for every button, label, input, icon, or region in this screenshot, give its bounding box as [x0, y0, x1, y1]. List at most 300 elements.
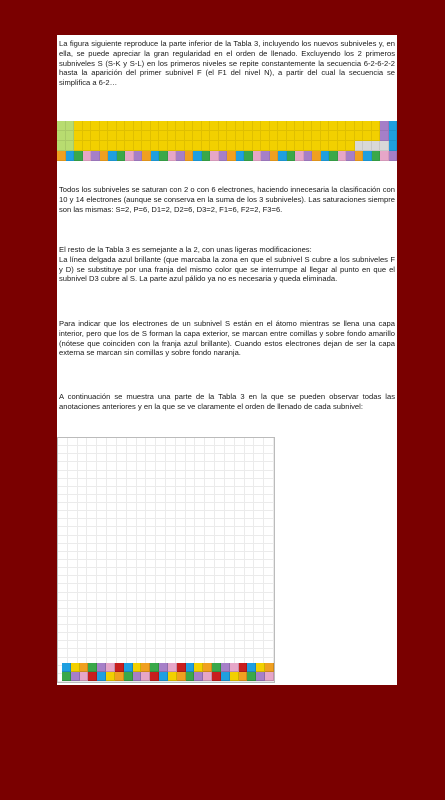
table-cell: [176, 552, 186, 560]
table-cell: [146, 593, 156, 601]
table-cell: [127, 625, 137, 633]
table-cell: [235, 625, 245, 633]
table-cell: [254, 641, 264, 649]
table-cell: [168, 141, 177, 151]
table-cell: [205, 438, 215, 446]
table-cell: [137, 519, 147, 527]
table-cell: [78, 560, 88, 568]
table-cell: [137, 446, 147, 454]
table-cell: [68, 552, 78, 560]
table-cell: [195, 527, 205, 535]
table-cell: [146, 576, 156, 584]
table-cell: [97, 663, 106, 672]
table-cell: [176, 121, 185, 131]
table-cell: [264, 601, 274, 609]
table-cell: [205, 527, 215, 535]
table-cell: [166, 625, 176, 633]
table-cell: [186, 471, 196, 479]
table-cell: [97, 511, 107, 519]
table-cell: [215, 576, 225, 584]
table-cell: [83, 151, 92, 161]
table-cell: [205, 649, 215, 657]
table-cell: [270, 151, 279, 161]
table-cell: [186, 663, 195, 672]
table-cell: [225, 495, 235, 503]
table-cell: [176, 495, 186, 503]
table-cell: [97, 536, 107, 544]
table-cell: [236, 121, 245, 131]
table-cell: [168, 663, 177, 672]
table-cell: [58, 519, 68, 527]
table-cell: [141, 663, 150, 672]
table-cell: [100, 141, 109, 151]
table-cell: [156, 641, 166, 649]
table-cell: [176, 141, 185, 151]
table-cell: [176, 649, 186, 657]
table-cell: [127, 511, 137, 519]
table-cell: [166, 544, 176, 552]
table-cell: [254, 446, 264, 454]
table-cell: [202, 151, 211, 161]
table-cell: [133, 672, 142, 681]
table-cell: [225, 519, 235, 527]
table-cell: [225, 438, 235, 446]
table-cell: [107, 511, 117, 519]
table-cell: [62, 672, 71, 681]
table-cell: [346, 141, 355, 151]
table-cell: [117, 576, 127, 584]
table-cell: [146, 487, 156, 495]
table-cell: [127, 527, 137, 535]
table-cell: [106, 672, 115, 681]
table-cell: [215, 487, 225, 495]
table-cell: [166, 519, 176, 527]
table-cell: [195, 584, 205, 592]
table-cell: [235, 641, 245, 649]
table-cell: [127, 560, 137, 568]
table-cell: [166, 649, 176, 657]
table-cell: [195, 625, 205, 633]
table-cell: [107, 601, 117, 609]
table-cell: [245, 536, 255, 544]
paragraph-4: Para indicar que los electrones de un subnivel S están en el átomo mientras se llena una capa interior, pero que los de S forman la capa exterior, se marcan entre comillas y sobre fondo amarillo (nótese que coinciden con la franja azul brillante). Cuando estos electrones dejan de ser la capa externa se marcan sin comillas y sobre fondo naranja.: [59, 319, 395, 358]
table-cell: [137, 495, 147, 503]
table-cell: [127, 544, 137, 552]
table-cell: [127, 609, 137, 617]
table-cell: [304, 121, 313, 131]
table-cell: [68, 479, 78, 487]
table-cell: [253, 121, 262, 131]
table-cell: [295, 151, 304, 161]
table-cell: [166, 495, 176, 503]
table-cell: [195, 519, 205, 527]
table-cell: [117, 601, 127, 609]
table-cell: [278, 131, 287, 141]
table-cell: [74, 141, 83, 151]
table-cell: [166, 536, 176, 544]
table-cell: [137, 544, 147, 552]
table-cell: [205, 462, 215, 470]
table-cell: [176, 584, 186, 592]
table-cell: [195, 503, 205, 511]
table-cell: [264, 471, 274, 479]
table-cell: [127, 454, 137, 462]
table-cell: [264, 609, 274, 617]
table-cell: [87, 625, 97, 633]
table-cell: [133, 663, 142, 672]
table-cell: [202, 121, 211, 131]
table-cell: [159, 672, 168, 681]
table-cell: [195, 471, 205, 479]
table-cell: [115, 672, 124, 681]
table-cell: [97, 471, 107, 479]
table-cell: [205, 495, 215, 503]
table-cell: [117, 633, 127, 641]
table-cell: [253, 151, 262, 161]
table-cell: [355, 121, 364, 131]
table-cell: [71, 663, 80, 672]
table-cell: [195, 536, 205, 544]
table-cell: [304, 141, 313, 151]
table-cell: [87, 511, 97, 519]
table-cell: [78, 633, 88, 641]
table-cell: [186, 519, 196, 527]
table-cell: [205, 625, 215, 633]
table-cell: [117, 495, 127, 503]
table-cell: [146, 471, 156, 479]
table-cell: [58, 584, 68, 592]
table-cell: [166, 471, 176, 479]
table-cell: [78, 576, 88, 584]
table-cell: [245, 633, 255, 641]
table-cell: [254, 560, 264, 568]
table-cell: [66, 151, 75, 161]
table-cell: [156, 633, 166, 641]
table-cell: [117, 625, 127, 633]
table-cell: [195, 576, 205, 584]
table-cell: [68, 495, 78, 503]
table-cell: [295, 121, 304, 131]
table-cell: [264, 527, 274, 535]
table-cell: [254, 617, 264, 625]
table-cell: [203, 663, 212, 672]
paragraph-1: La figura siguiente reproduce la parte inferior de la Tabla 3, incluyendo los nuevos subniveles y, en ella, se puede apreciar la gran regularidad en el orden de llenado. Excluyendo los 2 primeros subniveles S (S-K y S-L) en los primeros niveles se repite constantemente la secuencia 6-2-6-2-2 hasta la aparición del primer subnivel F (el F1 del nivel N), a partir del cual la secuencia se simplifica a 6-2…: [59, 39, 395, 88]
table-cell: [156, 446, 166, 454]
table-cell: [186, 601, 196, 609]
table-cell: [57, 151, 66, 161]
table-cell: [107, 527, 117, 535]
table-cell: [68, 568, 78, 576]
table-cell: [312, 131, 321, 141]
table-cell: [254, 601, 264, 609]
table-cell: [245, 560, 255, 568]
table-cell: [264, 454, 274, 462]
table-cell: [117, 503, 127, 511]
table-cell: [254, 479, 264, 487]
table-cell: [176, 617, 186, 625]
table-cell: [156, 471, 166, 479]
table-cell: [137, 511, 147, 519]
table-cell: [219, 141, 228, 151]
table-cell: [205, 511, 215, 519]
table-cell: [58, 454, 68, 462]
table-cell: [264, 649, 274, 657]
table-cell: [146, 617, 156, 625]
table-cell: [264, 576, 274, 584]
table-cell: [117, 479, 127, 487]
table-cell: [97, 576, 107, 584]
table-cell: [142, 151, 151, 161]
table-cell: [58, 503, 68, 511]
table-cell: [78, 511, 88, 519]
table-cell: [195, 438, 205, 446]
table-cell: [156, 649, 166, 657]
table-cell: [78, 462, 88, 470]
table-cell: [78, 446, 88, 454]
table-cell: [338, 141, 347, 151]
table-cell: [355, 131, 364, 141]
table-cell: [137, 625, 147, 633]
table-cell: [97, 527, 107, 535]
table-cell: [87, 495, 97, 503]
table-cell: [117, 446, 127, 454]
table-cell: [245, 495, 255, 503]
table-cell: [304, 151, 313, 161]
table-cell: [219, 151, 228, 161]
table-cell: [225, 527, 235, 535]
table-cell: [256, 663, 265, 672]
table-cell: [87, 560, 97, 568]
table-cell: [215, 593, 225, 601]
table-cell: [264, 641, 274, 649]
table-cell: [254, 519, 264, 527]
table-cell: [87, 536, 97, 544]
table-cell: [125, 121, 134, 131]
table-cell: [225, 487, 235, 495]
table-cell: [117, 141, 126, 151]
table-cell: [186, 479, 196, 487]
table-cell: [247, 663, 256, 672]
table-cell: [185, 141, 194, 151]
table-cell: [176, 576, 186, 584]
table-cell: [253, 141, 262, 151]
table-cell: [166, 584, 176, 592]
table-cell: [107, 552, 117, 560]
table-cell: [186, 593, 196, 601]
table-cell: [227, 131, 236, 141]
table-cell: [215, 479, 225, 487]
table-cell: [156, 568, 166, 576]
table-cell: [278, 141, 287, 151]
table-cell: [244, 141, 253, 151]
table-cell: [146, 438, 156, 446]
table-cell: [245, 625, 255, 633]
table-cell: [146, 527, 156, 535]
table-cell: [205, 601, 215, 609]
table-cell: [58, 471, 68, 479]
table-cell: [186, 536, 196, 544]
table-cell: [235, 544, 245, 552]
table-cell: [215, 641, 225, 649]
table-cell: [166, 568, 176, 576]
table-cell: [80, 663, 89, 672]
table-cell: [227, 141, 236, 151]
table-cell: [205, 454, 215, 462]
table-cell: [137, 552, 147, 560]
table-cell: [117, 609, 127, 617]
table-cell: [245, 527, 255, 535]
table-cell: [166, 487, 176, 495]
table-cell: [235, 511, 245, 519]
table-cell: [156, 625, 166, 633]
table-cell: [235, 593, 245, 601]
table-cell: [186, 454, 196, 462]
table-cell: [166, 593, 176, 601]
table-cell: [245, 454, 255, 462]
table-cell: [68, 503, 78, 511]
table-cell: [176, 601, 186, 609]
table-cell: [278, 121, 287, 131]
table-cell: [74, 151, 83, 161]
table-cell: [176, 536, 186, 544]
table-cell: [68, 560, 78, 568]
table-cell: [338, 151, 347, 161]
table-cell: [137, 536, 147, 544]
table-cell: [146, 625, 156, 633]
table-cell: [137, 479, 147, 487]
table-cell: [124, 663, 133, 672]
table-cell: [151, 151, 160, 161]
table-cell: [186, 462, 196, 470]
table-cell: [215, 503, 225, 511]
table-cell: [186, 527, 196, 535]
table-cell: [137, 609, 147, 617]
table-cell: [338, 131, 347, 141]
table-cell: [58, 560, 68, 568]
table-cell: [156, 576, 166, 584]
table-cell: [57, 141, 66, 151]
table-cell: [166, 446, 176, 454]
table-cell: [87, 479, 97, 487]
table-cell: [97, 641, 107, 649]
table-cell: [225, 641, 235, 649]
table-cell: [195, 479, 205, 487]
table-cell: [264, 584, 274, 592]
table-cell: [176, 131, 185, 141]
table-cell: [91, 141, 100, 151]
table-cell: [117, 462, 127, 470]
table-cell: [225, 633, 235, 641]
table-cell: [265, 672, 274, 681]
table-cell: [142, 141, 151, 151]
table-cell: [117, 121, 126, 131]
table-cell: [295, 131, 304, 141]
table-cell: [159, 141, 168, 151]
table-cell: [97, 552, 107, 560]
table-cell: [91, 131, 100, 141]
table-cell: [142, 131, 151, 141]
table-cell: [146, 495, 156, 503]
table-cell: [117, 471, 127, 479]
table-cell: [134, 151, 143, 161]
table-cell: [176, 454, 186, 462]
table-cell: [380, 121, 389, 131]
table-cell: [205, 641, 215, 649]
table-cell: [166, 617, 176, 625]
table-cell: [193, 121, 202, 131]
table-cell: [372, 141, 381, 151]
table-cell: [127, 487, 137, 495]
table-cell: [264, 519, 274, 527]
table-cell: [245, 462, 255, 470]
table-cell: [83, 141, 92, 151]
paragraph-5: A continuación se muestra una parte de la Tabla 3 en la que se pueden observar todas las anotaciones anteriores y en la que se ve claramente el orden de llenado de cada subnivel:: [59, 392, 395, 411]
table-cell: [117, 560, 127, 568]
table-cell: [235, 536, 245, 544]
table-cell: [137, 487, 147, 495]
table-cell: [68, 519, 78, 527]
table-cell: [156, 487, 166, 495]
table-cell: [78, 536, 88, 544]
table-cell: [261, 131, 270, 141]
table-cell: [156, 584, 166, 592]
table-cell: [205, 552, 215, 560]
table-cell: [186, 487, 196, 495]
table-cell: [97, 617, 107, 625]
table-cell: [372, 121, 381, 131]
table-cell: [78, 609, 88, 617]
table-cell: [68, 527, 78, 535]
table-cell: [195, 487, 205, 495]
table-cell: [117, 649, 127, 657]
table-cell: [137, 633, 147, 641]
table-cell: [363, 121, 372, 131]
table-cell: [236, 151, 245, 161]
table-cell: [225, 584, 235, 592]
table-cell: [254, 593, 264, 601]
table-cell: [205, 568, 215, 576]
table-cell: [261, 141, 270, 151]
table-cell: [137, 438, 147, 446]
table-cell: [97, 462, 107, 470]
table-cell: [125, 151, 134, 161]
table-cell: [87, 633, 97, 641]
table-cell: [235, 601, 245, 609]
table-cell: [107, 584, 117, 592]
table-cell: [176, 625, 186, 633]
table-cell: [235, 527, 245, 535]
table-cell: [363, 141, 372, 151]
table-cell: [87, 519, 97, 527]
table-cell: [254, 552, 264, 560]
table-cell: [264, 593, 274, 601]
table-cell: [194, 663, 203, 672]
table-cell: [225, 511, 235, 519]
table-cell: [127, 438, 137, 446]
table-cell: [215, 519, 225, 527]
table-cell: [186, 584, 196, 592]
table-cell: [185, 121, 194, 131]
table-cell: [177, 672, 186, 681]
table-cell: [235, 609, 245, 617]
table-cell: [137, 503, 147, 511]
table-cell: [87, 649, 97, 657]
table-cell: [264, 552, 274, 560]
table-cell: [137, 601, 147, 609]
table-cell: [58, 446, 68, 454]
table-cell: [225, 601, 235, 609]
table-cell: [87, 454, 97, 462]
